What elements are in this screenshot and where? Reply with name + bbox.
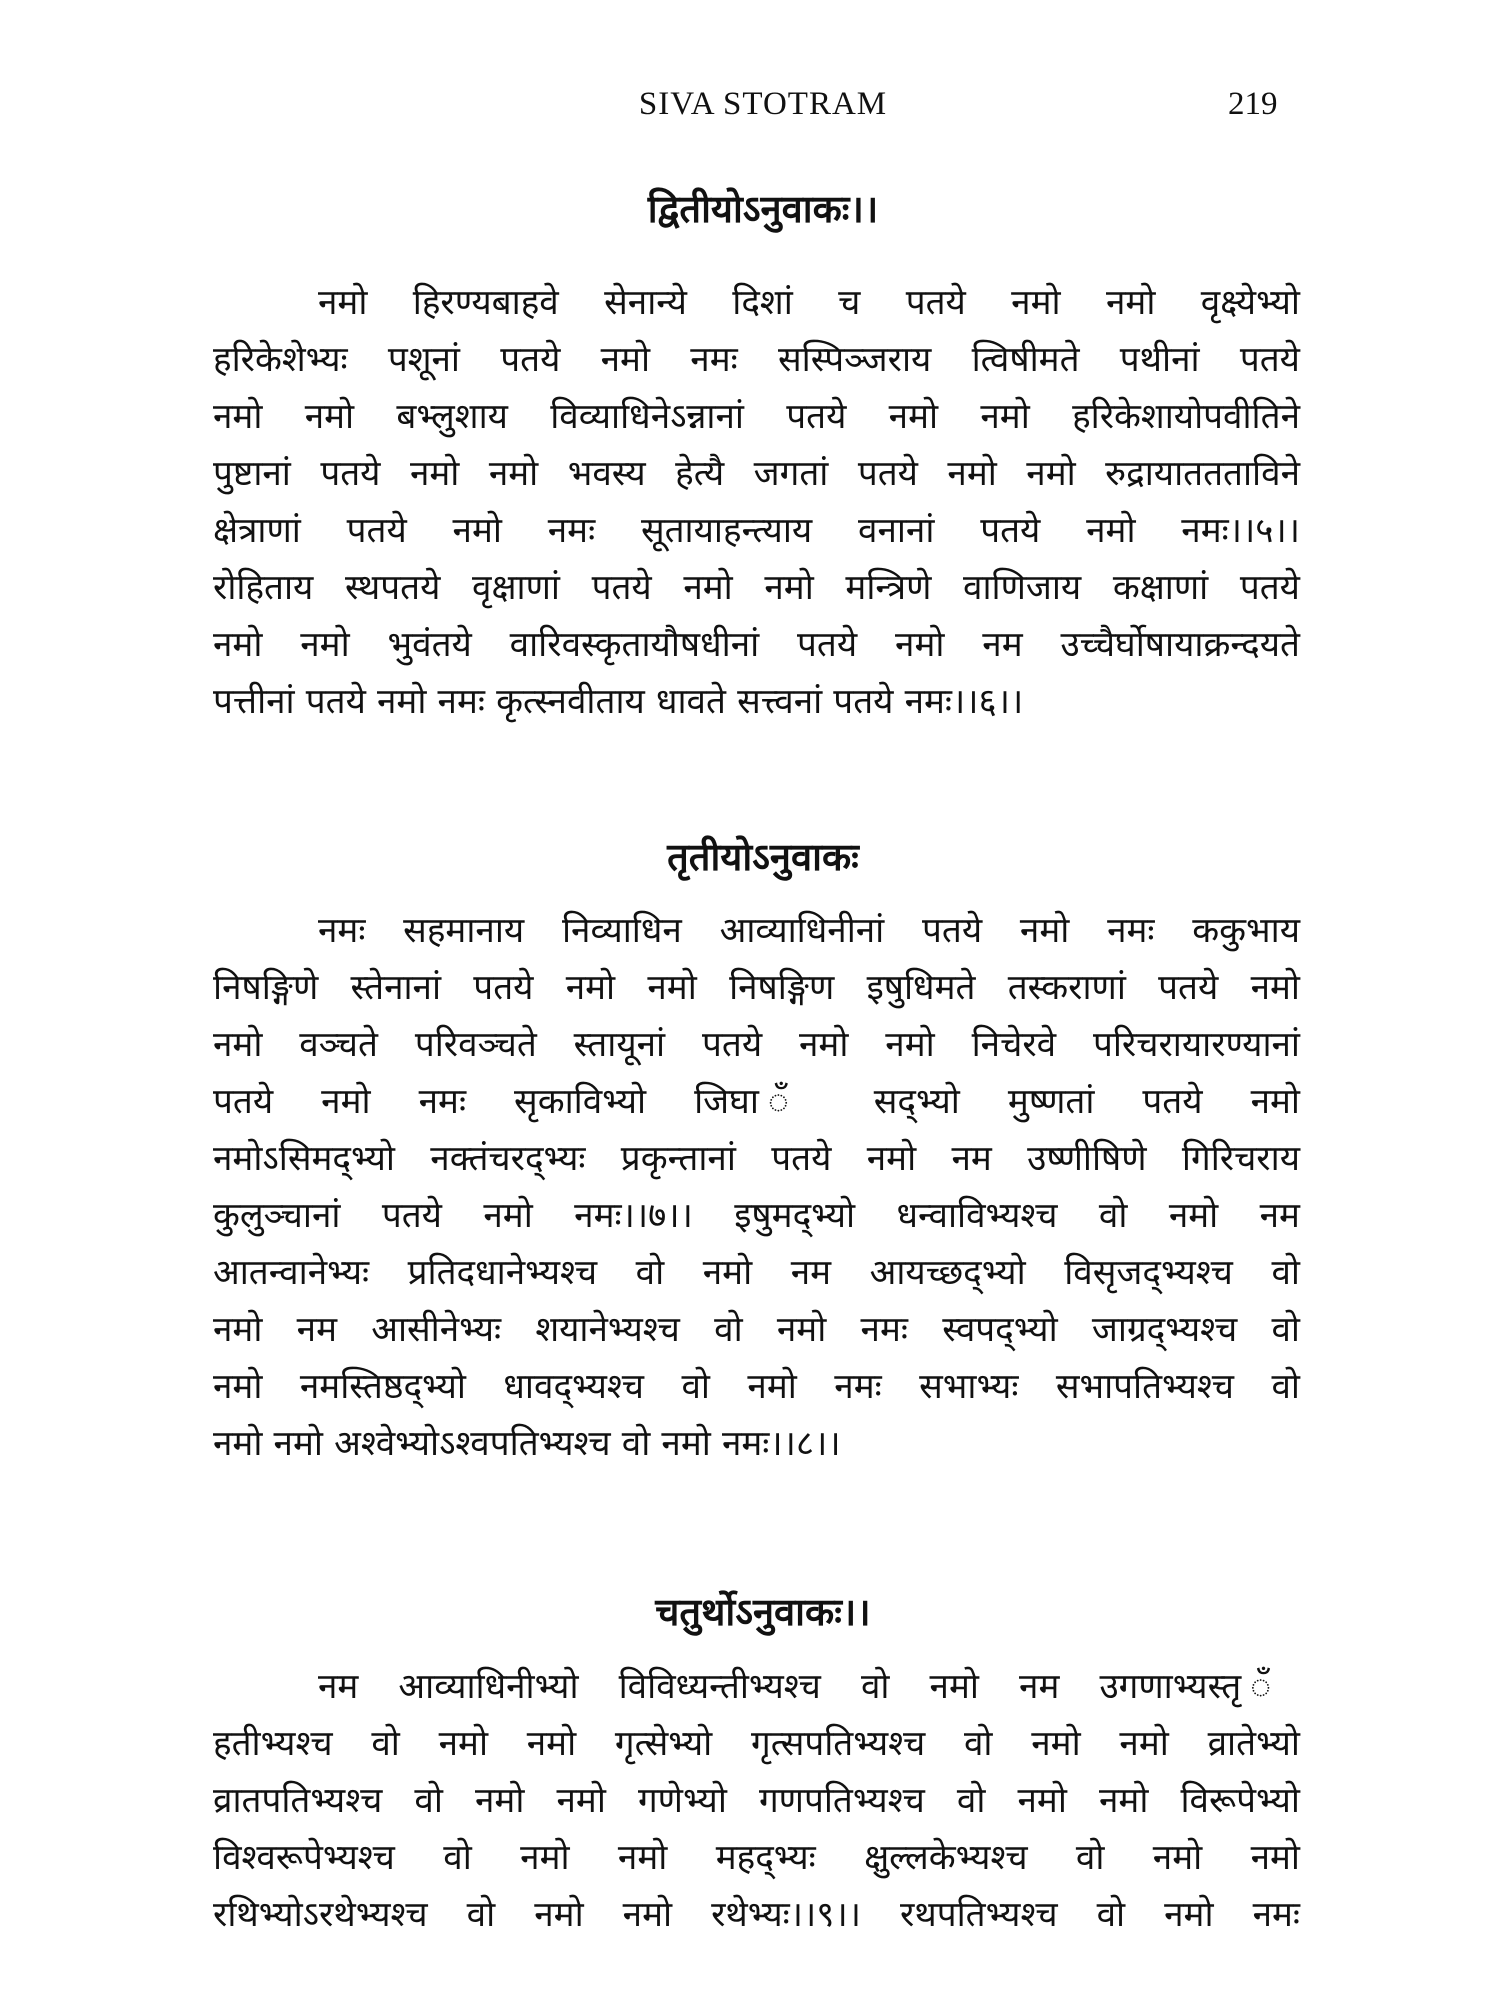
text-line: क्षेत्राणां पतये नमो नमः सूतायाहन्त्याय वनानां पतये नमो नमः।।५।। (213, 511, 1300, 551)
text-line: नमो नमस्तिष्ठद्भ्यो धावद्भ्यश्च वो नमो नमः सभाभ्यः सभापतिभ्यश्च वो (213, 1367, 1300, 1407)
text-line: कुलुञ्चानां पतये नमो नमः।।७।। इषुमद्भ्यो धन्वाविभ्यश्च वो नमो नम (213, 1196, 1300, 1236)
text-line: नमो नमो बभ्लुशाय विव्याधिनेऽन्नानां पतये नमो नमो हरिकेशायोपवीतिने (213, 397, 1300, 437)
text-line: हरिकेशेभ्यः पशूनां पतये नमो नमः सस्पिञ्जराय त्विषीमते पथीनां पतये (213, 340, 1300, 380)
section-heading: चतुर्थोऽनुवाकः।। (655, 1590, 871, 1634)
text-line: नमोऽसिमद्भ्यो नक्तंचरद्भ्यः प्रकृन्तानां पतये नमो नम उष्णीषिणे गिरिचराय (213, 1139, 1300, 1179)
text-line: रथिभ्योऽरथेभ्यश्च वो नमो नमो रथेभ्यः।।९।। रथपतिभ्यश्च वो नमो नमः (213, 1895, 1300, 1935)
text-line: नमो नमो अश्वेभ्योऽश्वपतिभ्यश्च वो नमो नमः।।८।। (213, 1424, 841, 1464)
text-line: विश्वरूपेभ्यश्च वो नमो नमो महद्भ्यः क्षुल्लकेभ्यश्च वो नमो नमो (213, 1838, 1300, 1878)
text-line: आतन्वानेभ्यः प्रतिदधानेभ्यश्च वो नमो नम आयच्छद्भ्यो विसृजद्भ्यश्च वो (213, 1253, 1300, 1293)
section-heading: तृतीयोऽनुवाकः (667, 835, 859, 879)
text-line: नमो नम आसीनेभ्यः शयानेभ्यश्च वो नमो नमः स्वपद्भ्यो जाग्रद्भ्यश्च वो (213, 1310, 1300, 1350)
text-line: पत्तीनां पतये नमो नमः कृत्स्नवीताय धावते सत्त्वनां पतये नमः।।६।। (213, 682, 1024, 722)
running-title: SIVA STOTRAM (638, 86, 888, 122)
page-number: 219 (1228, 86, 1278, 122)
text-line: हतीभ्यश्च वो नमो नमो गृत्सेभ्यो गृत्सपतिभ्यश्च वो नमो नमो व्रातेभ्यो (213, 1724, 1300, 1764)
text-line: नमो हिरण्यबाहवे सेनान्ये दिशां च पतये नमो नमो वृक्ष्येभ्यो (318, 283, 1300, 323)
text-line: निषङ्गिणे स्तेनानां पतये नमो नमो निषङ्गिण इषुधिमते तस्कराणां पतये नमो (213, 968, 1300, 1008)
text-line: रोहिताय स्थपतये वृक्षाणां पतये नमो नमो मन्त्रिणे वाणिजाय कक्षाणां पतये (213, 568, 1300, 608)
text-line: व्रातपतिभ्यश्च वो नमो नमो गणेभ्यो गणपतिभ्यश्च वो नमो नमो विरूपेभ्यो (213, 1781, 1300, 1821)
text-line: नम आव्याधिनीभ्यो विविध्यन्तीभ्यश्च वो नमो नम उगणाभ्यस्तृ ँ (318, 1667, 1300, 1707)
section-heading: द्वितीयोऽनुवाकः।। (647, 187, 879, 231)
text-line: पुष्टानां पतये नमो नमो भवस्य हेत्यै जगतां पतये नमो नमो रुद्रायाततताविने (213, 454, 1300, 494)
text-line: नमः सहमानाय निव्याधिन आव्याधिनीनां पतये नमो नमः ककुभाय (318, 911, 1300, 951)
text-line: नमो नमो भुवंतये वारिवस्कृतायौषधीनां पतये नमो नम उच्चैर्घोषायाक्रन्दयते (213, 625, 1300, 665)
text-line: पतये नमो नमः सृकाविभ्यो जिघा ँ सद्भ्यो मुष्णतां पतये नमो (213, 1082, 1300, 1122)
text-line: नमो वञ्चते परिवञ्चते स्तायूनां पतये नमो नमो निचेरवे परिचरायारण्यानां (213, 1025, 1300, 1065)
